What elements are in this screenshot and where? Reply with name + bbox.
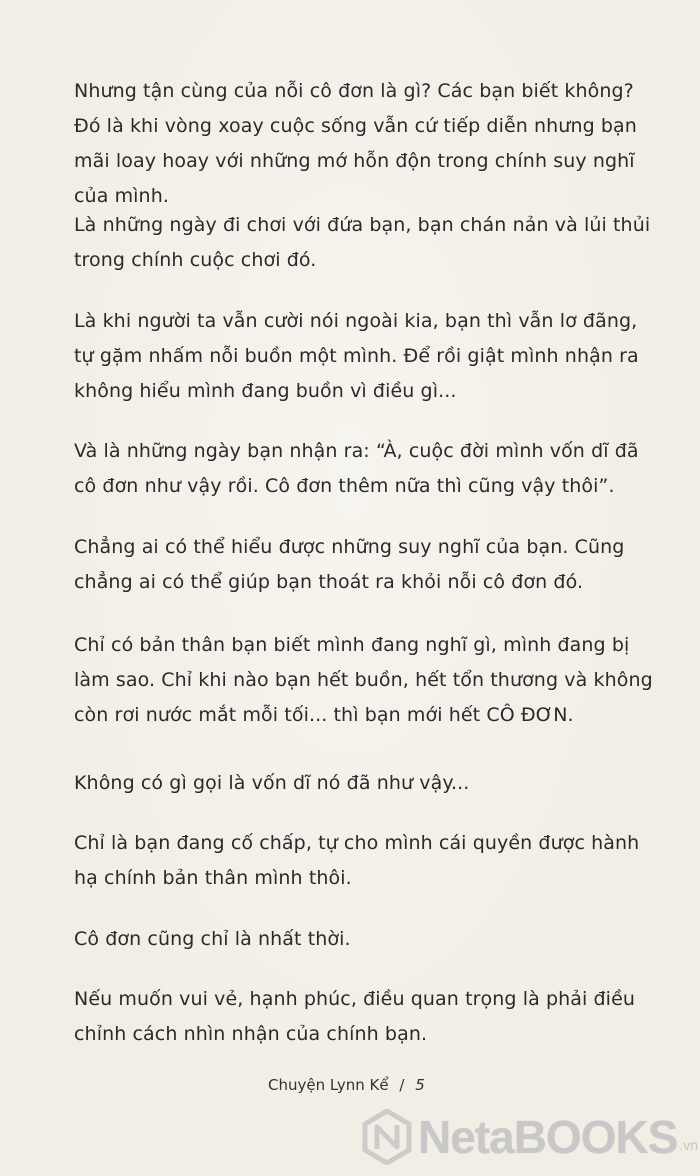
paragraph-1: Nhưng tận cùng của nỗi cô đơn là gì? Các bạn biết không? Đó là khi vòng xoay cuộc sống vẫn cứ tiếp diễn nhưng bạn mãi loay hoay với những mớ hỗn độn trong chính suy nghĩ của mình.	[74, 80, 637, 207]
paragraph-5: Chẳng ai có thể hiểu được những suy nghĩ của bạn. Cũng chẳng ai có thể giúp bạn thoát ra khỏi nỗi cô đơn đó.	[74, 536, 625, 593]
paragraph-2: Là những ngày đi chơi với đứa bạn, bạn chán nản và lủi thủi trong chính cuộc chơi đó.	[74, 214, 651, 271]
watermark-brand: NetaBOOKS	[418, 1111, 678, 1163]
page-number: 5	[415, 1076, 425, 1094]
paragraph-9: Cô đơn cũng chỉ là nhất thời.	[74, 928, 351, 950]
paragraph-7: Không có gì gọi là vốn dĩ nó đã như vậy...	[74, 772, 470, 794]
watermark-domain: .vn	[679, 1137, 699, 1153]
netabooks-logo-icon	[362, 1109, 412, 1165]
paragraph-4: Và là những ngày bạn nhận ra: “À, cuộc đời mình vốn dĩ đã cô đơn như vậy rồi. Cô đơn thêm nữa thì cũng vậy thôi”.	[74, 440, 639, 497]
paragraph-8: Chỉ là bạn đang cố chấp, tự cho mình cái quyền được hành hạ chính bản thân mình thôi.	[74, 832, 640, 889]
paragraph-3: Là khi người ta vẫn cười nói ngoài kia, bạn thì vẫn lơ đãng, tự gặm nhấm nỗi buồn một mình. Để rồi giật mình nhận ra không hiểu mình đang buồn vì điều gì...	[74, 310, 639, 402]
paragraph-6: Chỉ có bản thân bạn biết mình đang nghĩ gì, mình đang bị làm sao. Chỉ khi nào bạn hết buồn, hết tổn thương và không còn rơi nước mắt mỗi tối... thì bạn mới hết CÔ ĐƠN.	[74, 634, 653, 726]
paragraph-10: Nếu muốn vui vẻ, hạnh phúc, điều quan trọng là phải điều chỉnh cách nhìn nhận của chính bạn.	[74, 988, 635, 1045]
watermark	[362, 1104, 698, 1170]
footer-separator: /	[399, 1076, 405, 1094]
page-footer	[268, 1076, 425, 1094]
book-title: Chuyện Lynn Kể	[268, 1076, 389, 1094]
